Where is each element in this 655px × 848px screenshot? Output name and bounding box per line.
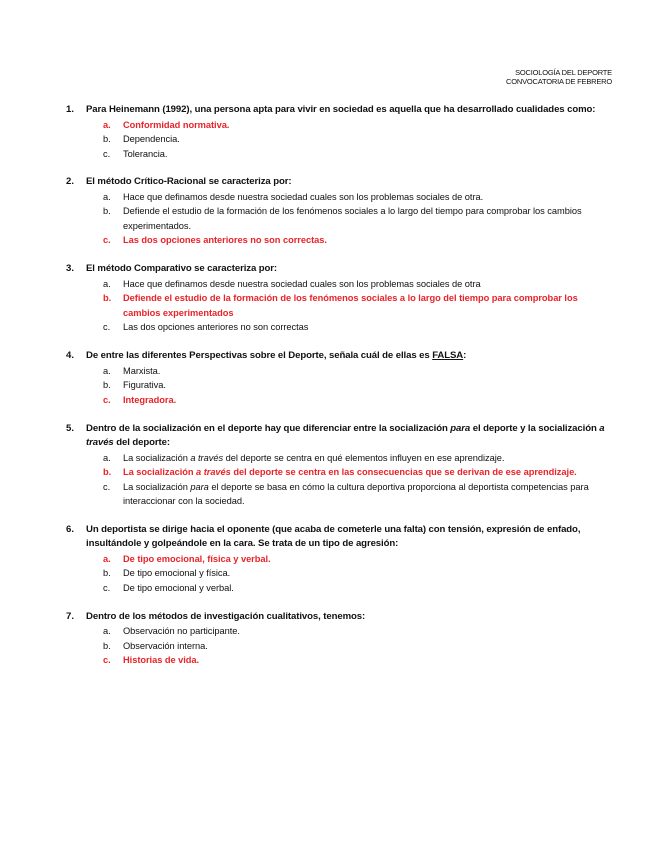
question-text-part: del deporte: bbox=[113, 437, 170, 449]
question-4 bbox=[66, 349, 614, 407]
option-text: Defiende el estudio de la formación de los fenómenos sociales a lo largo del tiempo para comprobar los cambios experimentados bbox=[123, 293, 578, 318]
option-letter: a. bbox=[103, 119, 111, 130]
option-c bbox=[103, 480, 614, 509]
option-text: De tipo emocional y verbal. bbox=[123, 582, 234, 593]
option-letter: c. bbox=[103, 235, 111, 246]
option-b bbox=[103, 378, 614, 393]
option-text bbox=[123, 480, 614, 509]
question-6 bbox=[66, 523, 614, 596]
option-a-correct bbox=[103, 118, 614, 133]
option-b bbox=[103, 566, 614, 581]
option-letter: b. bbox=[103, 380, 111, 391]
question-text-part: De entre las diferentes Perspectivas sobre el Deporte, señala cuál de ellas es bbox=[86, 350, 433, 362]
option-letter: b. bbox=[103, 467, 112, 478]
option-letter: a. bbox=[103, 452, 111, 463]
option-text: Hace que definamos desde nuestra sociedad cuales son los problemas sociales de otra bbox=[123, 278, 481, 289]
question-text-part: Dentro de la socialización en el deporte hay que diferenciar entre la socialización bbox=[86, 422, 451, 434]
option-letter: c. bbox=[103, 582, 111, 593]
option-c-correct bbox=[103, 653, 614, 668]
option-text-part: del deporte se centra en qué elementos influyen en ese aprendizaje. bbox=[223, 452, 505, 463]
option-a-correct bbox=[103, 552, 614, 567]
question-number: 5. bbox=[66, 422, 75, 434]
option-text-part: La socialización bbox=[123, 481, 191, 492]
question-text: El método Comparativo se caracteriza por: bbox=[86, 263, 278, 275]
question-2 bbox=[66, 175, 614, 248]
option-b-correct bbox=[103, 465, 614, 480]
option-text-italic: a través bbox=[190, 452, 224, 463]
option-b-correct bbox=[103, 291, 614, 320]
question-number: 7. bbox=[66, 610, 75, 622]
option-a bbox=[103, 624, 614, 639]
header-subject: SOCIOLOGÍA DEL DEPORTE bbox=[515, 68, 612, 77]
option-letter: b. bbox=[103, 134, 111, 144]
question-text-part: el deporte y la socialización bbox=[470, 422, 600, 434]
question-text: Para Heinemann (1992), una persona apta para vivir en sociedad es aquella que ha desarrollado cualidades como: bbox=[86, 104, 596, 115]
option-c bbox=[103, 581, 614, 596]
option-c-correct bbox=[103, 393, 614, 408]
option-letter: b. bbox=[103, 293, 112, 304]
option-c bbox=[103, 147, 614, 162]
option-letter: c. bbox=[103, 322, 111, 333]
option-a bbox=[103, 364, 614, 379]
option-text: Marxista. bbox=[123, 365, 161, 376]
header-session: CONVOCATORIA DE FEBRERO bbox=[506, 77, 612, 86]
option-text: Observación interna. bbox=[123, 640, 208, 651]
option-text: Las dos opciones anteriores no son correctas bbox=[123, 322, 309, 333]
option-letter: a. bbox=[103, 626, 111, 637]
question-number: 1. bbox=[66, 104, 75, 115]
option-text: Figurativa. bbox=[123, 380, 166, 391]
option-letter: b. bbox=[103, 206, 111, 217]
question-1 bbox=[66, 103, 614, 161]
question-text: El método Crítico-Racional se caracteriza por: bbox=[86, 176, 292, 188]
option-letter: a. bbox=[103, 553, 111, 564]
option-text: Dependencia. bbox=[123, 134, 180, 144]
option-text bbox=[123, 465, 614, 480]
option-text-part: del deporte se centra en las consecuencias que se derivan de ese aprendizaje. bbox=[230, 467, 577, 478]
option-text: De tipo emocional, física y verbal. bbox=[123, 553, 271, 564]
question-text-part: : bbox=[463, 350, 467, 362]
question-3 bbox=[66, 262, 614, 335]
option-letter: c. bbox=[103, 148, 111, 159]
option-text: Hace que definamos desde nuestra sociedad cuales son los problemas sociales de otra. bbox=[123, 191, 484, 202]
question-number: 6. bbox=[66, 523, 75, 535]
option-text-italic: para bbox=[190, 481, 209, 492]
option-text-part: La socialización bbox=[123, 452, 191, 463]
question-text-italic: a través bbox=[86, 422, 605, 449]
option-text: Integradora. bbox=[123, 394, 177, 405]
option-text-italic: a través bbox=[196, 467, 231, 478]
option-c-correct bbox=[103, 233, 614, 248]
question-number: 3. bbox=[66, 263, 75, 275]
question-7 bbox=[66, 610, 614, 668]
question-text-italic: para bbox=[450, 422, 471, 434]
option-a bbox=[103, 451, 614, 466]
option-letter: c. bbox=[103, 481, 111, 492]
option-c bbox=[103, 320, 614, 335]
option-text: De tipo emocional y física. bbox=[123, 568, 231, 579]
question-text bbox=[86, 422, 614, 451]
question-text: Dentro de los métodos de investigación cualitativos, tenemos: bbox=[86, 610, 366, 622]
option-letter: a. bbox=[103, 191, 111, 202]
question-text: Un deportista se dirige hacia el oponente (que acaba de cometerle una falta) con tensión, expresión de enfado, insultándole y golpeándole en la cara. Se trata de un tipo de agresión: bbox=[86, 523, 581, 550]
option-text: Observación no participante. bbox=[123, 626, 240, 637]
option-text: Tolerancia. bbox=[123, 148, 168, 159]
question-number: 4. bbox=[66, 350, 75, 362]
option-text: Defiende el estudio de la formación de los fenómenos sociales a lo largo del tiempo para comprobar los cambios experimentados. bbox=[123, 206, 582, 231]
option-b bbox=[103, 132, 614, 147]
option-letter: c. bbox=[103, 655, 111, 666]
option-text-part: La socialización bbox=[123, 467, 197, 478]
option-text bbox=[123, 451, 614, 466]
option-a bbox=[103, 277, 614, 292]
option-a bbox=[103, 190, 614, 205]
option-text: Historias de vida. bbox=[123, 655, 200, 666]
document-header bbox=[506, 68, 612, 86]
question-number: 2. bbox=[66, 176, 75, 188]
option-text: Conformidad normativa. bbox=[123, 119, 230, 130]
question-5 bbox=[66, 422, 614, 509]
option-b bbox=[103, 639, 614, 654]
question-text bbox=[86, 349, 614, 364]
option-letter: a. bbox=[103, 365, 111, 376]
option-letter: c. bbox=[103, 394, 111, 405]
option-text-part: el deporte se basa en cómo la cultura deportiva proporciona al deportista competencias para interaccionar con la sociedad. bbox=[123, 481, 589, 507]
option-text: Las dos opciones anteriores no son correctas. bbox=[123, 235, 327, 246]
question-list bbox=[66, 103, 614, 682]
option-letter: b. bbox=[103, 568, 111, 579]
question-emphasis-underlined: FALSA bbox=[432, 350, 464, 362]
option-letter: a. bbox=[103, 278, 111, 289]
option-letter: b. bbox=[103, 640, 111, 651]
option-b bbox=[103, 204, 614, 233]
